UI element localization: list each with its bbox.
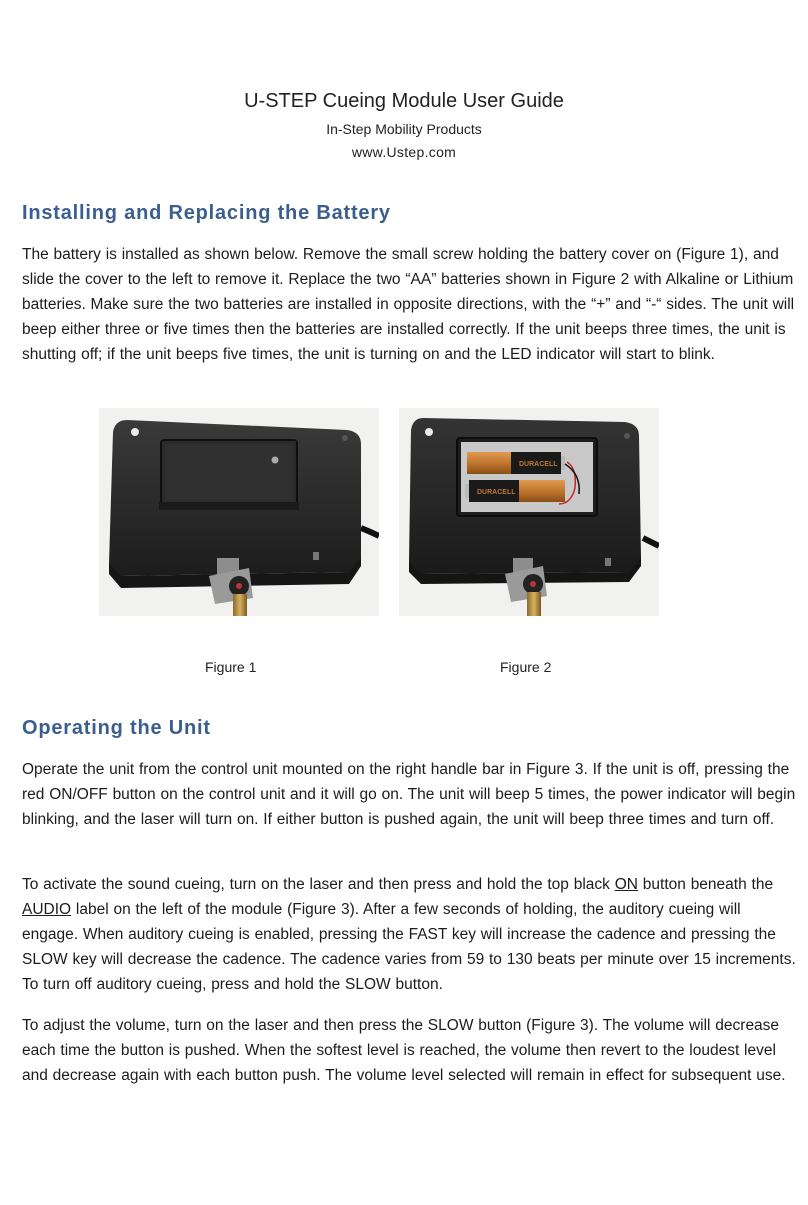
document-title: U-STEP Cueing Module User Guide xyxy=(244,90,564,112)
module-cover-closed-illustration xyxy=(99,408,379,616)
sound-cueing-paragraph xyxy=(22,872,797,997)
on-button-label: ON xyxy=(614,876,638,893)
sound-cueing-text-b: button beneath the xyxy=(637,876,774,893)
battery-brand-label-2: DURACELL xyxy=(477,489,516,496)
audio-label: AUDIO xyxy=(22,901,72,918)
module-batteries-illustration xyxy=(399,408,659,616)
battery-brand-label-1: DURACELL xyxy=(519,461,558,468)
figure-2-caption: Figure 2 xyxy=(500,659,552,675)
figure-2-photo xyxy=(399,408,659,616)
sound-cueing-text-c: label on the left of the module (Figure 3). After a few seconds of holding, the auditory cueing will engage. When auditory cueing is enabled, pressing the FAST key will increase the cadence and pressing the SLOW key will decrease the cadence. The cadence varies from 59 to 130 beats per minute over 15 increments. To turn off auditory cueing, press and hold the SLOW button. xyxy=(22,901,796,993)
battery-instructions-paragraph: The battery is installed as shown below. Remove the small screw holding the battery cover on (Figure 1), and slide the cover to the left to remove it. Replace the two “AA” batteries shown in Figure 2 with Alkaline or Lithium batteries. Make sure the two batteries are installed in opposite directions, with the “+” and “-“ sides. The unit will beep either three or five times then the batteries are installed correctly. If the unit beeps three times, the unit is shutting off; if the unit beeps five times, the unit is turning on and the LED indicator will start to blink. xyxy=(22,246,795,363)
operating-paragraph: Operate the unit from the control unit mounted on the right handle bar in Figure 3. If the unit is off, pressing the red ON/OFF button on the control unit and it will go on. The unit will beep 5 times, the power indicator will begin blinking, and the laser will turn on. If either button is pushed again, the unit will beep three times and turn off. xyxy=(22,761,796,828)
sound-cueing-text-a: To activate the sound cueing, turn on the laser and then press and hold the top black xyxy=(22,876,615,893)
figure-1-photo xyxy=(99,408,379,616)
section-heading-operating: Operating the Unit xyxy=(22,717,211,739)
website-url: www.Ustep.com xyxy=(351,144,457,160)
volume-paragraph: To adjust the volume, turn on the laser and then press the SLOW button (Figure 3). The volume will decrease each time the button is pushed. When the softest level is reached, the volume then revert to the loudest level and decrease again with each button push. The volume level selected will remain in effect for subsequent use. xyxy=(22,1017,786,1084)
section-heading-battery: Installing and Replacing the Battery xyxy=(22,202,391,224)
company-name: In-Step Mobility Products xyxy=(326,121,482,137)
figure-1-caption: Figure 1 xyxy=(205,659,257,675)
